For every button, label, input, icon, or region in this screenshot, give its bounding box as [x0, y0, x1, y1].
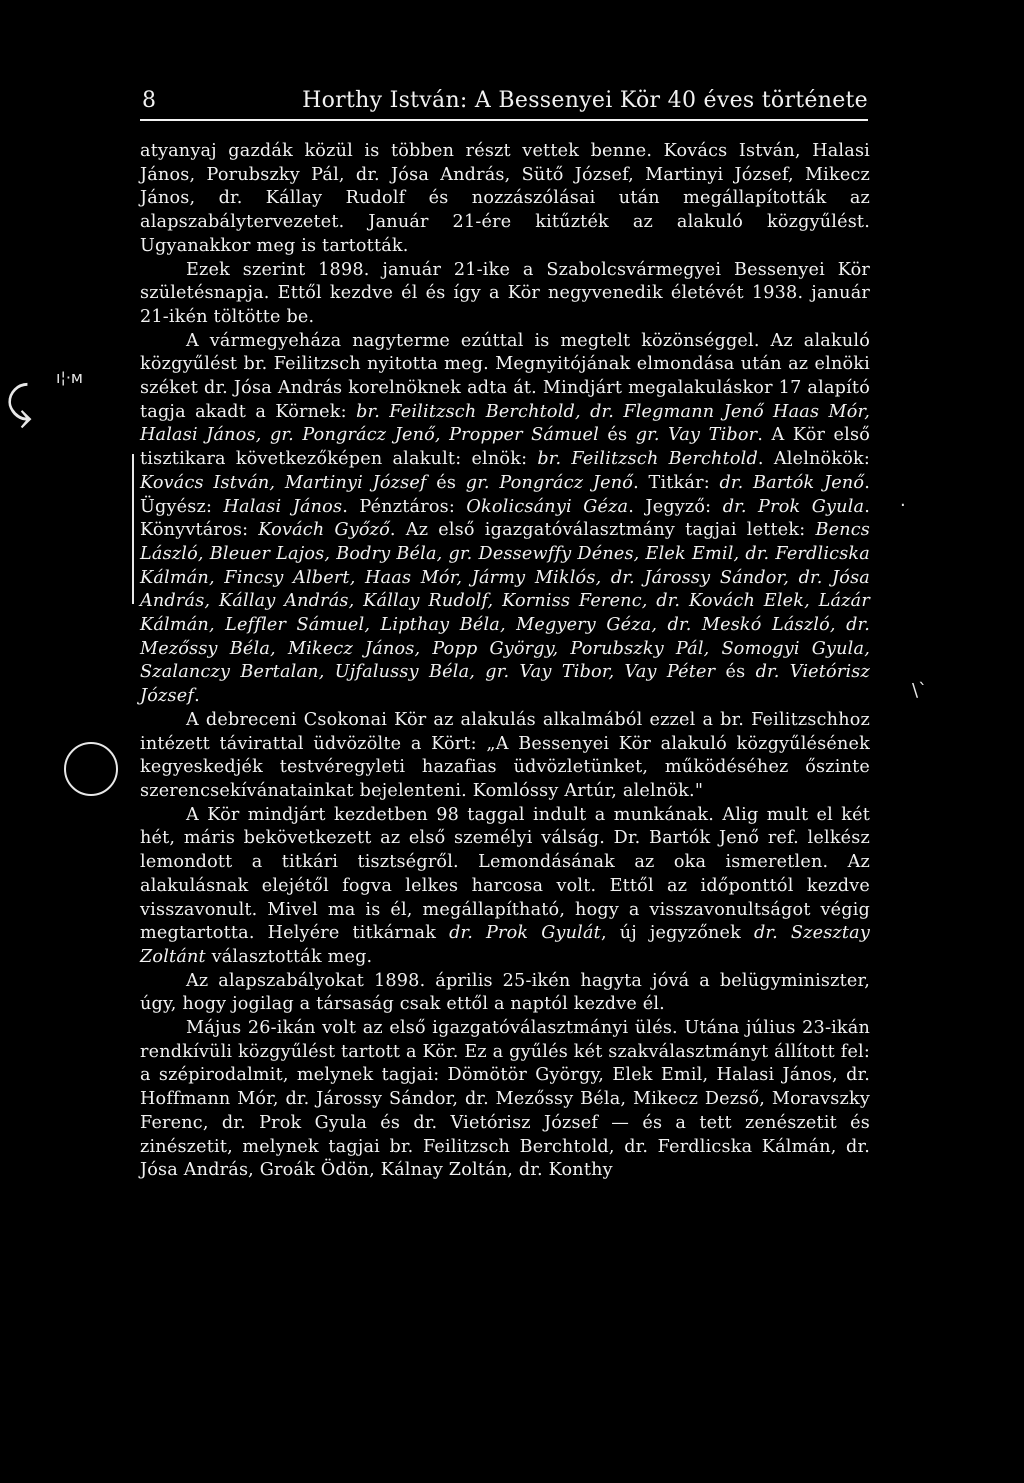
text-run: . Pénztáros: [342, 496, 467, 517]
running-title: Horthy István: A Bessenyei Kör 40 éves története [302, 88, 868, 113]
paragraph [140, 140, 870, 259]
text-run: választották meg. [205, 946, 373, 967]
text-run: és [715, 662, 756, 683]
margin-bracket-line [132, 454, 134, 604]
italic-run: dr. Bartók Jenő [719, 472, 865, 493]
text-run: A debreceni Csokonai Kör az alakulás alkalmából ezzel a br. Feilitzschhoz intézett távirattal üdvözölte a Kört: „A Bessenyei Kör alakuló közgyűlésének kegyeskedjék testvéregyleti hazafias üdvözletünket, működéséhez őszinte szerencsekívánatainkat bejelenteni. Komlóssy Artúr, alelnök." [140, 709, 870, 801]
margin-handwritten-note: ı¦·ᴍ [56, 368, 83, 387]
paragraph [140, 709, 870, 804]
margin-tick-mark: \` [912, 680, 928, 701]
italic-run: br. Feilitzsch Berchtold, dr. Flegmann Jenő Haas Mór, Halasi János, gr. Pongrácz Jenő, Propper Sámuel [140, 401, 870, 446]
text-run: és [426, 472, 466, 493]
text-run: . A Kör első tisztikara következőképen alakult: elnök: [140, 425, 871, 470]
italic-run: dr. Vietórisz József [140, 662, 870, 707]
italic-run: Halasi János [223, 496, 343, 517]
text-run: Az alapszabályokat 1898. április 25-ikén hagyta jóvá a belügyminiszter, úgy, hogy jogilag a társaság csak ettől a naptól kezdve él. [140, 970, 870, 1015]
text-run: . Ügyész: [140, 472, 870, 517]
text-run: . Az első igazgatóválasztmány tagjai lettek: [389, 520, 816, 541]
italic-run: Bencs László, Bleuer Lajos, Bodry Béla, gr. Dessewffy Dénes, Elek Emil, dr. Ferdlicska Kálmán, Fincsy Albert, Haas Mór, Jármy Miklós, dr. Járossy Sándor, dr. Jósa András, Kállay András, Kállay Rudolf, Korniss Ferenc, dr. Kovách Elek, Lázár Kálmán, Leffler Sámuel, Lipthay Béla, Megyery Géza, dr. Meskó László, dr. Mezőssy Béla, Mikecz János, Popp György, Porubszky Pál, Somogyi Gyula, Szalanczy Bertalan, Ujfalussy Béla, gr. Vay Tibor, Vay Péter [140, 520, 871, 683]
paragraph [140, 259, 870, 330]
text-run: atyanyaj gazdák közül is többen részt vettek benne. Kovács István, Halasi János, Porubszky Pál, dr. Jósa András, Sütő József, Martinyi József, Mikecz János, dr. Kállay Rudolf és nozzászólásai után megállapították az alapszabálytervezetet. Január 21-ére kitűzték az alakuló közgyűlést. Ugyanakkor meg is tartották. [140, 141, 870, 256]
body-text [140, 140, 870, 1183]
italic-run: br. Feilitzsch Berchtold [537, 449, 758, 470]
italic-run: gr. Vay Tibor [635, 425, 758, 446]
paragraph [140, 1017, 870, 1183]
italic-run: gr. Pongrácz Jenő [465, 472, 634, 493]
text-run: . [194, 686, 200, 707]
paragraph [140, 804, 870, 970]
text-run: . Titkár: [633, 472, 720, 493]
italic-run: Okolicsányi Géza [466, 496, 629, 517]
text-run: A vármegyeháza nagyterme ezúttal is megtelt közönséggel. Az alakuló közgyűlést br. Feilitzsch nyitotta meg. Megnyitójának elmondása után az elnöki széket dr. Jósa András korelnöknek adta át. Mindjárt megalakuláskor 17 alapító tagja akadt a Körnek: [140, 330, 870, 422]
text-run: . Jegyző: [628, 496, 723, 517]
page-number: 8 [142, 88, 157, 113]
italic-run: dr. Szesztay Zoltánt [140, 923, 870, 967]
text-run: Ezek szerint 1898. január 21-ike a Szabolcsvármegyei Bessenyei Kör születésnapja. Ettől kezdve él és így a Kör negyvenedik életévét 1938. január 21-ikén töltötte be. [140, 259, 870, 327]
punch-hole-circle-icon [64, 742, 118, 796]
italic-run: dr. Prok Gyula [722, 496, 865, 517]
text-run: . Könyvtáros: [140, 496, 871, 541]
paragraph [140, 970, 870, 1017]
text-run: Május 26-ikán volt az első igazgatóválasztmányi ülés. Utána július 23-ikán rendkívüli közgyűlést tartott a Kör. Ez a gyűlés két szakválasztmányt állított fel: a szépirodalmit, melynek tagjai: Dömötör György, Elek Emil, Halasi János, dr. Hoffmann Mór, dr. Járossy Sándor, dr. Mezőssy Béla, Mikecz Dezső, Moravszky Ferenc, dr. Prok Gyula és dr. Vietórisz József — és a tett zenészetit és zinészetit, melynek tagjai br. Feilitzsch Berchtold, dr. Ferdlicska Kálmán, dr. Jósa András, Groák Ödön, Kálnay Zoltán, dr. Konthy [140, 1018, 871, 1181]
italic-run: Kovách Győző [258, 520, 390, 541]
paragraph [140, 330, 870, 709]
text-run: és [598, 425, 636, 446]
text-run: , új jegyzőnek [600, 923, 754, 944]
italic-run: Kovács István, Martinyi József [140, 472, 427, 493]
text-run: A Kör mindjárt kezdetben 98 taggal indult a munkának. Alig mult el két hét, máris bekövetkezett az első személyi válság. Dr. Bartók Jenő ref. lelkész lemondott a titkári tisztségről. Lemondásának az oka ismeretlen. Az alakulásnak elejétől fogva lelkes harcosa volt. Ettől az időponttól kezdve visszavonult. Mivel ma is él, megállapítható, hogy a visszavonultságot végig megtartotta. Helyére titkárnak [140, 804, 870, 944]
italic-run: dr. Prok Gyulát [449, 923, 601, 944]
header-rule [140, 119, 868, 121]
margin-dot-mark: . [900, 490, 906, 511]
running-header [140, 88, 868, 118]
margin-arrow-icon: ⤹ [6, 378, 33, 429]
text-run: . Alelnökök: [757, 449, 870, 470]
